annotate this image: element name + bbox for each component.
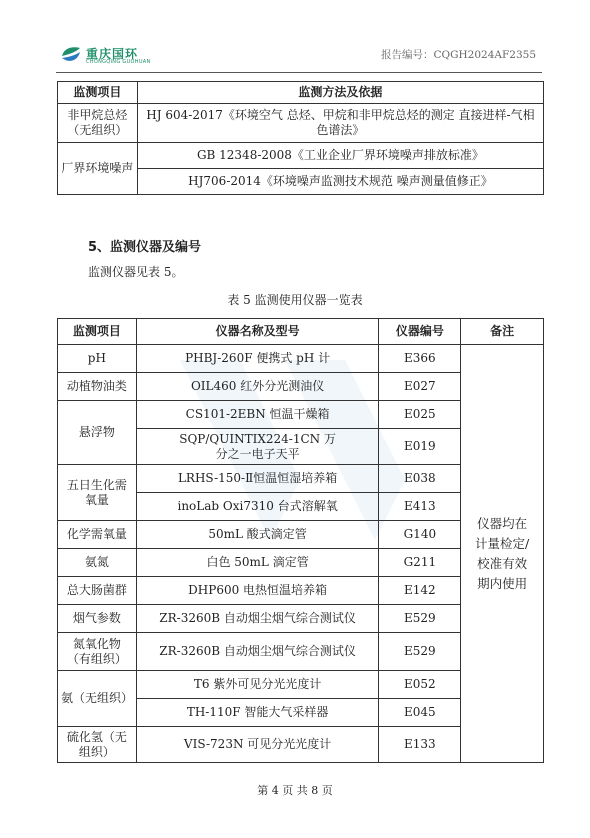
- instrument-cell: inoLab Oxi7310 台式溶解氧: [136, 493, 379, 521]
- item-cell: 非甲烷总烃（无组织）: [58, 104, 138, 143]
- item-cell: 硫化氢（无组织）: [58, 727, 137, 763]
- instrument-cell: 白色 50mL 滴定管: [136, 549, 379, 577]
- header-cell: 监测方法及依据: [137, 82, 543, 104]
- code-cell: E529: [379, 605, 461, 633]
- instrument-cell: 50mL 酸式滴定管: [136, 521, 379, 549]
- instrument-cell: OIL460 红外分光测油仪: [136, 373, 379, 401]
- section-intro: 监测仪器见表 5。: [88, 265, 184, 279]
- code-cell: G140: [379, 521, 461, 549]
- item-cell: 氮氧化物（有组织）: [58, 633, 137, 671]
- code-cell: E413: [379, 493, 461, 521]
- header-cell: 备注: [461, 319, 544, 345]
- instrument-cell: TH-110F 智能大气采样器: [136, 699, 379, 727]
- item-cell: 化学需氧量: [58, 521, 137, 549]
- section-title: 5、监测仪器及编号: [88, 240, 202, 255]
- method-cell: HJ 604-2017《环境空气 总烃、甲烷和非甲烷总烃的测定 直接进样-气相色谱法》: [137, 104, 543, 143]
- remark-cell: 仪器均在计量检定/校准有效期内使用: [461, 345, 544, 763]
- logo-text-en: CHONGQING GUOHUAN: [86, 59, 151, 65]
- instrument-cell: ZR-3260B 自动烟尘烟气综合测试仪: [136, 633, 379, 671]
- item-cell: 氨（无组织）: [58, 671, 137, 727]
- code-cell: E027: [379, 373, 461, 401]
- code-cell: E045: [379, 699, 461, 727]
- method-table: [57, 81, 544, 195]
- logo-text-cn: 重庆国环: [86, 47, 139, 61]
- method-cell: HJ706-2014《环境噪声监测技术规范 噪声测量值修正》: [137, 169, 543, 195]
- code-cell: E025: [379, 401, 461, 429]
- instrument-cell: DHP600 电热恒温培养箱: [136, 577, 379, 605]
- item-cell: 氨氮: [58, 549, 137, 577]
- instrument-cell: VIS-723N 可见分光光度计: [136, 727, 379, 763]
- header-cell: 监测项目: [58, 319, 137, 345]
- code-cell: E366: [379, 345, 461, 373]
- code-cell: E052: [379, 671, 461, 699]
- table-row: [58, 104, 544, 143]
- report-number: 报告编号：CQGH2024AF2355: [381, 49, 536, 61]
- company-logo: [60, 44, 155, 68]
- item-cell: 悬浮物: [58, 401, 137, 465]
- code-cell: E133: [379, 727, 461, 763]
- table-header-row: [58, 82, 544, 104]
- instrument-cell: ZR-3260B 自动烟尘烟气综合测试仪: [136, 605, 379, 633]
- table-row: [58, 345, 544, 373]
- header-cell: 监测项目: [58, 82, 138, 104]
- instrument-cell: CS101-2EBN 恒温干燥箱: [136, 401, 379, 429]
- code-cell: E038: [379, 465, 461, 493]
- instrument-cell: PHBJ-260F 便携式 pH 计: [136, 345, 379, 373]
- item-cell: 厂界环境噪声: [58, 143, 138, 195]
- instrument-cell: T6 紫外可见分光光度计: [136, 671, 379, 699]
- header-divider: [56, 72, 542, 73]
- item-cell: 五日生化需氧量: [58, 465, 137, 521]
- table-caption: 表 5 监测使用仪器一览表: [227, 293, 363, 307]
- logo-leaf-icon: [60, 44, 82, 66]
- code-cell: E142: [379, 577, 461, 605]
- code-cell: E529: [379, 633, 461, 671]
- page-footer: 第 4 页 共 8 页: [257, 784, 333, 797]
- header-cell: 仪器名称及型号: [136, 319, 379, 345]
- code-cell: G211: [379, 549, 461, 577]
- header-cell: 仪器编号: [379, 319, 461, 345]
- item-cell: pH: [58, 345, 137, 373]
- item-cell: 动植物油类: [58, 373, 137, 401]
- instrument-cell: LRHS-150-Ⅱ恒温恒湿培养箱: [136, 465, 379, 493]
- code-cell: E019: [379, 429, 461, 465]
- method-cell: GB 12348-2008《工业企业厂界环境噪声排放标准》: [137, 143, 543, 169]
- table-row: [58, 143, 544, 169]
- instrument-table: [57, 318, 544, 763]
- item-cell: 烟气参数: [58, 605, 137, 633]
- item-cell: 总大肠菌群: [58, 577, 137, 605]
- instrument-cell: SQP/QUINTIX224-1CN 万分之一电子天平: [136, 429, 379, 465]
- table-header-row: [58, 319, 544, 345]
